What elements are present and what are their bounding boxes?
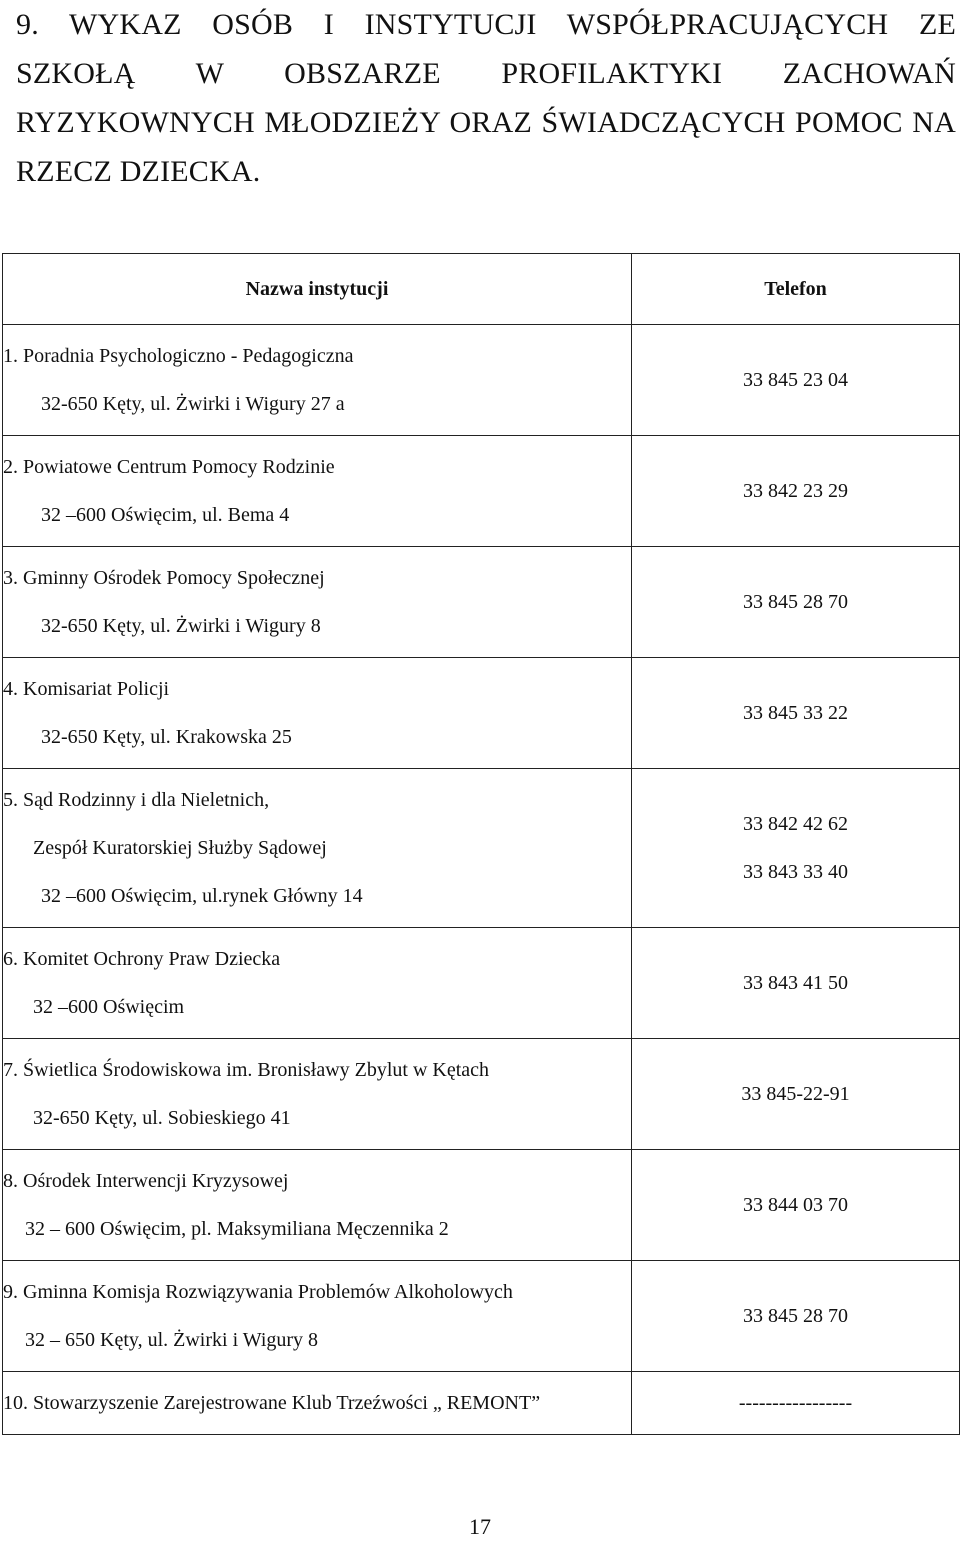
institution-address: 32 –600 Oświęcim, ul.rynek Główny 14 xyxy=(41,885,363,907)
phone-cell xyxy=(632,1261,960,1372)
heading-line-1: 9. WYKAZ OSÓB I INSTYTUCJI WSPÓŁPRACUJĄCYCH ZE xyxy=(16,8,956,41)
institution-cell xyxy=(3,1372,632,1435)
institution-name: 7. Świetlica Środowiskowa im. Bronisławy Zbylut w Kętach xyxy=(3,1059,490,1081)
phone-number: 33 843 33 40 xyxy=(743,861,848,883)
table-row xyxy=(3,1039,960,1150)
table-row xyxy=(3,928,960,1039)
phone-cell xyxy=(632,1039,960,1150)
heading-line-3: RYZYKOWNYCH MŁODZIEŻY ORAZ ŚWIADCZĄCYCH POMOC NA xyxy=(16,106,956,139)
institution-name: 8. Ośrodek Interwencji Kryzysowej xyxy=(3,1170,289,1192)
phone-number: 33 845-22-91 xyxy=(741,1083,850,1105)
institutions-table xyxy=(2,253,960,1435)
phone-number: 33 845 33 22 xyxy=(743,702,848,724)
institution-name: 5. Sąd Rodzinny i dla Nieletnich, xyxy=(3,789,270,811)
table-row xyxy=(3,1150,960,1261)
institution-address: 32 – 600 Oświęcim, pl. Maksymiliana Męczennika 2 xyxy=(25,1218,449,1240)
institution-cell xyxy=(3,325,632,436)
phone-number: 33 845 28 70 xyxy=(743,591,848,613)
institution-name: 3. Gminny Ośrodek Pomocy Społecznej xyxy=(3,567,325,589)
institution-address: 32 – 650 Kęty, ul. Żwirki i Wigury 8 xyxy=(25,1329,319,1351)
institution-name: 10. Stowarzyszenie Zarejestrowane Klub Trzeźwości „ REMONT” xyxy=(3,1392,541,1414)
phone-cell xyxy=(632,769,960,928)
phone-cell xyxy=(632,928,960,1039)
page-number: 17 xyxy=(469,1514,491,1539)
institution-address: 32-650 Kęty, ul. Sobieskiego 41 xyxy=(33,1107,291,1129)
phone-number: 33 842 42 62 xyxy=(743,813,848,835)
phone-cell xyxy=(632,1372,960,1435)
institution-name: 2. Powiatowe Centrum Pomocy Rodzinie xyxy=(3,456,335,478)
phone-cell xyxy=(632,325,960,436)
institution-cell xyxy=(3,769,632,928)
phone-cell xyxy=(632,1150,960,1261)
table-header-row xyxy=(3,254,960,325)
institution-name: 6. Komitet Ochrony Praw Dziecka xyxy=(3,948,281,970)
table-row xyxy=(3,436,960,547)
phone-number: 33 845 23 04 xyxy=(743,369,848,391)
institution-cell xyxy=(3,547,632,658)
phone-cell xyxy=(632,547,960,658)
phone-number: ----------------- xyxy=(738,1392,853,1414)
institution-cell xyxy=(3,436,632,547)
institution-department: Zespół Kuratorskiej Służby Sądowej xyxy=(33,837,327,859)
institution-address: 32-650 Kęty, ul. Krakowska 25 xyxy=(41,726,292,748)
section-heading xyxy=(16,0,956,196)
table-row xyxy=(3,547,960,658)
institution-name: 9. Gminna Komisja Rozwiązywania Problemów Alkoholowych xyxy=(3,1281,513,1303)
institution-cell xyxy=(3,1261,632,1372)
phone-cell xyxy=(632,436,960,547)
column-header-name: Nazwa instytucji xyxy=(3,254,632,325)
heading-line-2: SZKOŁĄ W OBSZARZE PROFILAKTYKI ZACHOWAŃ xyxy=(16,57,956,90)
institution-cell xyxy=(3,658,632,769)
institution-name: 4. Komisariat Policji xyxy=(3,678,170,700)
institution-address: 32-650 Kęty, ul. Żwirki i Wigury 27 a xyxy=(41,393,345,415)
table-row xyxy=(3,325,960,436)
institution-cell xyxy=(3,1039,632,1150)
table-row xyxy=(3,1372,960,1435)
phone-number: 33 843 41 50 xyxy=(743,972,848,994)
phone-cell xyxy=(632,658,960,769)
table-row xyxy=(3,1261,960,1372)
institution-cell xyxy=(3,928,632,1039)
phone-number: 33 842 23 29 xyxy=(743,480,848,502)
column-header-phone: Telefon xyxy=(632,254,960,325)
institution-address: 32-650 Kęty, ul. Żwirki i Wigury 8 xyxy=(41,615,321,637)
institution-name: 1. Poradnia Psychologiczno - Pedagogiczna xyxy=(3,345,354,367)
institution-address: 32 –600 Oświęcim, ul. Bema 4 xyxy=(41,504,290,526)
table-row xyxy=(3,769,960,928)
heading-line-4: RZECZ DZIECKA. xyxy=(16,155,261,188)
phone-number: 33 844 03 70 xyxy=(743,1194,848,1216)
table-row xyxy=(3,658,960,769)
institution-address: 32 –600 Oświęcim xyxy=(33,996,185,1018)
institution-cell xyxy=(3,1150,632,1261)
phone-number: 33 845 28 70 xyxy=(743,1305,848,1327)
